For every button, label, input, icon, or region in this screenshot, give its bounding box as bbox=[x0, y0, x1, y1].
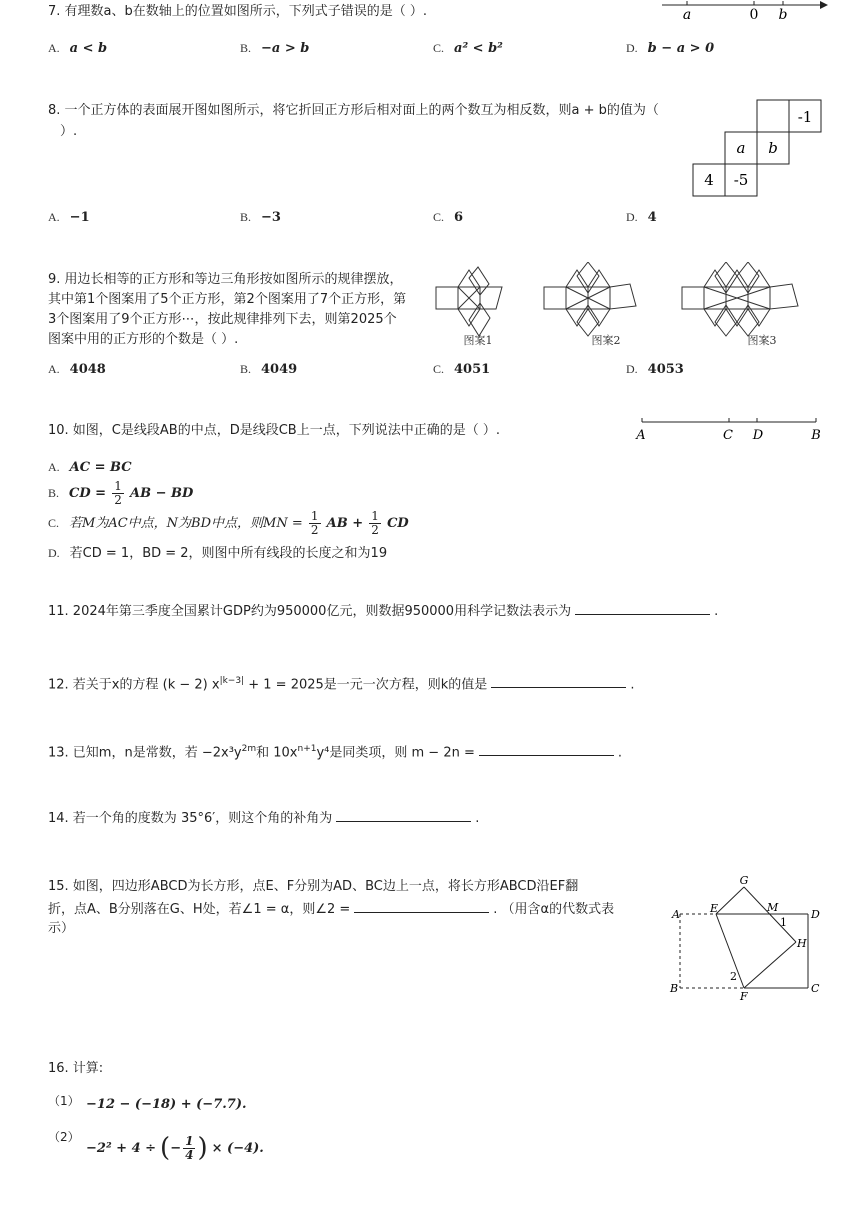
q8-cell-neg5: -5 bbox=[733, 171, 749, 189]
q10-option-a[interactable]: A. AC = BC bbox=[48, 460, 132, 475]
q8-option-c[interactable]: C. 6 bbox=[433, 210, 464, 225]
q9-stem-line4: 图案中用的正方形的个数是（ ）. bbox=[48, 332, 239, 347]
q8-option-b[interactable]: B. −3 bbox=[240, 210, 281, 225]
q8-option-d[interactable]: D. 4 bbox=[626, 210, 657, 225]
q16-part2-expression: −2² + 4 ÷ ( − $\frac{1}{4}$ ) × (−4). bbox=[86, 1133, 264, 1163]
q10-option-b[interactable]: B. CD = $\frac{1}{2}$ AB − BD bbox=[48, 479, 194, 507]
q16-part2-number: （2） bbox=[48, 1130, 80, 1144]
q9-option-b[interactable]: B. 4049 bbox=[240, 362, 298, 377]
q15-stem-line2: 折，点A、B分别落在G、H处，若∠1 = α，则∠2 = . （用含α的代数式表 bbox=[48, 898, 614, 921]
q9-caption-1: 图案1 bbox=[463, 334, 493, 347]
q8-cell-4: 4 bbox=[704, 171, 714, 189]
q10-label-A: A bbox=[636, 428, 646, 443]
q10-stem: 10. 如图，C是线段AB的中点，D是线段CB上一点，下列说法中正确的是（ ）. bbox=[48, 423, 500, 438]
q14-answer-blank[interactable] bbox=[336, 807, 471, 822]
q7-option-a[interactable]: A. a < b bbox=[48, 41, 108, 56]
q9-option-d[interactable]: D. 4053 bbox=[626, 362, 684, 377]
q9-stem-line2: 其中第1个图案用了5个正方形，第2个图案用了7个正方形，第 bbox=[48, 292, 407, 307]
q13-question: 13. 已知m，n是常数，若 $-2x^3y^{2m}$和 $10x^{n+1}y^4$是同类项，则 m − 2n = . bbox=[48, 738, 622, 764]
q9-caption-3: 图案3 bbox=[747, 334, 777, 347]
q8-cube-net bbox=[690, 98, 825, 198]
q10-option-d[interactable]: D. 若CD = 1，BD = 2，则图中所有线段的长度之和为19 bbox=[48, 546, 388, 561]
q7-label-0: 0 bbox=[749, 7, 759, 23]
q16-part1-expression: −12 − (−18) + (−7.7). bbox=[86, 1097, 247, 1112]
q15-label-G: G bbox=[739, 874, 749, 887]
q15-label-H: H bbox=[797, 937, 807, 950]
q8-cell-a: a bbox=[736, 139, 746, 157]
q11-answer-blank[interactable] bbox=[575, 600, 710, 615]
q7-label-b: b bbox=[778, 7, 788, 23]
q15-rectangle-fold-figure bbox=[666, 874, 826, 1002]
q14-question: 14. 若一个角的度数为 35°6′，则这个角的补角为 . bbox=[48, 807, 479, 830]
q15-label-C: C bbox=[811, 982, 820, 995]
q15-label-angle1: 1 bbox=[780, 916, 787, 929]
q8-stem-line2: ）. bbox=[60, 124, 78, 139]
q9-stem-line3: 3个图案用了9个正方形⋯，按此规律排列下去，则第2025个 bbox=[48, 312, 397, 327]
q12-answer-blank[interactable] bbox=[491, 673, 626, 688]
q16-title: 16. 计算: bbox=[48, 1061, 104, 1076]
q15-label-E: E bbox=[710, 902, 719, 915]
q8-cell-neg1: -1 bbox=[797, 108, 813, 126]
q7-option-c[interactable]: C. a² < b² bbox=[433, 41, 503, 56]
q7-label-a: a bbox=[682, 7, 692, 23]
q8-cell-b: b bbox=[768, 139, 778, 157]
q9-option-c[interactable]: C. 4051 bbox=[433, 362, 491, 377]
q8-stem-line1: 8. 一个正方体的表面展开图如图所示，将它折回正方形后相对面上的两个数互为相反数，则a + b的值为（ bbox=[48, 103, 659, 118]
q7-option-d[interactable]: D. b − a > 0 bbox=[626, 41, 715, 56]
q15-label-F: F bbox=[740, 990, 748, 1002]
q15-stem-line1: 15. 如图，四边形ABCD为长方形，点E、F分别为AD、BC边上一点，将长方形ABCD沿EF翻 bbox=[48, 879, 579, 894]
q7-option-b[interactable]: B. −a > b bbox=[240, 41, 310, 56]
q15-label-D: D bbox=[811, 908, 820, 921]
q10-segment-figure bbox=[632, 414, 827, 444]
q10-label-B: B bbox=[811, 428, 821, 443]
q7-number-line bbox=[660, 0, 830, 24]
q16-part1-number: （1） bbox=[48, 1094, 80, 1108]
q12-question: 12. 若关于x的方程 (k − 2) $x^{|k-3|} + 1 = 2025$是一元一次方程，则k的值是 . bbox=[48, 670, 634, 696]
q15-label-angle2: 2 bbox=[730, 970, 737, 983]
q11-question: 11. 2024年第三季度全国累计GDP约为950000亿元，则数据950000用科学记数法表示为 . bbox=[48, 600, 718, 623]
q13-answer-blank[interactable] bbox=[479, 741, 614, 756]
q7-stem: 7. 有理数a、b在数轴上的位置如图所示，下列式子错误的是（ ）. bbox=[48, 4, 428, 19]
q9-caption-2: 图案2 bbox=[591, 334, 621, 347]
q10-option-c[interactable]: C. 若M为AC中点，N为BD中点，则MN = $\frac{1}{2}$ AB + $\frac{1}{2}$ CD bbox=[48, 509, 409, 537]
q15-label-M: M bbox=[767, 901, 779, 914]
q15-label-B: B bbox=[670, 982, 679, 995]
q10-label-C: C bbox=[723, 428, 733, 443]
q9-stem-line1: 9. 用边长相等的正方形和等边三角形按如图所示的规律摆放， bbox=[48, 272, 403, 287]
q9-option-a[interactable]: A. 4048 bbox=[48, 362, 106, 377]
q9-pattern-figures bbox=[430, 262, 830, 352]
q15-stem-line3: 示） bbox=[48, 921, 75, 936]
q8-option-a[interactable]: A. −1 bbox=[48, 210, 90, 225]
q15-label-A: A bbox=[672, 908, 680, 921]
q15-answer-blank[interactable] bbox=[354, 898, 489, 913]
q10-label-D: D bbox=[752, 428, 764, 443]
